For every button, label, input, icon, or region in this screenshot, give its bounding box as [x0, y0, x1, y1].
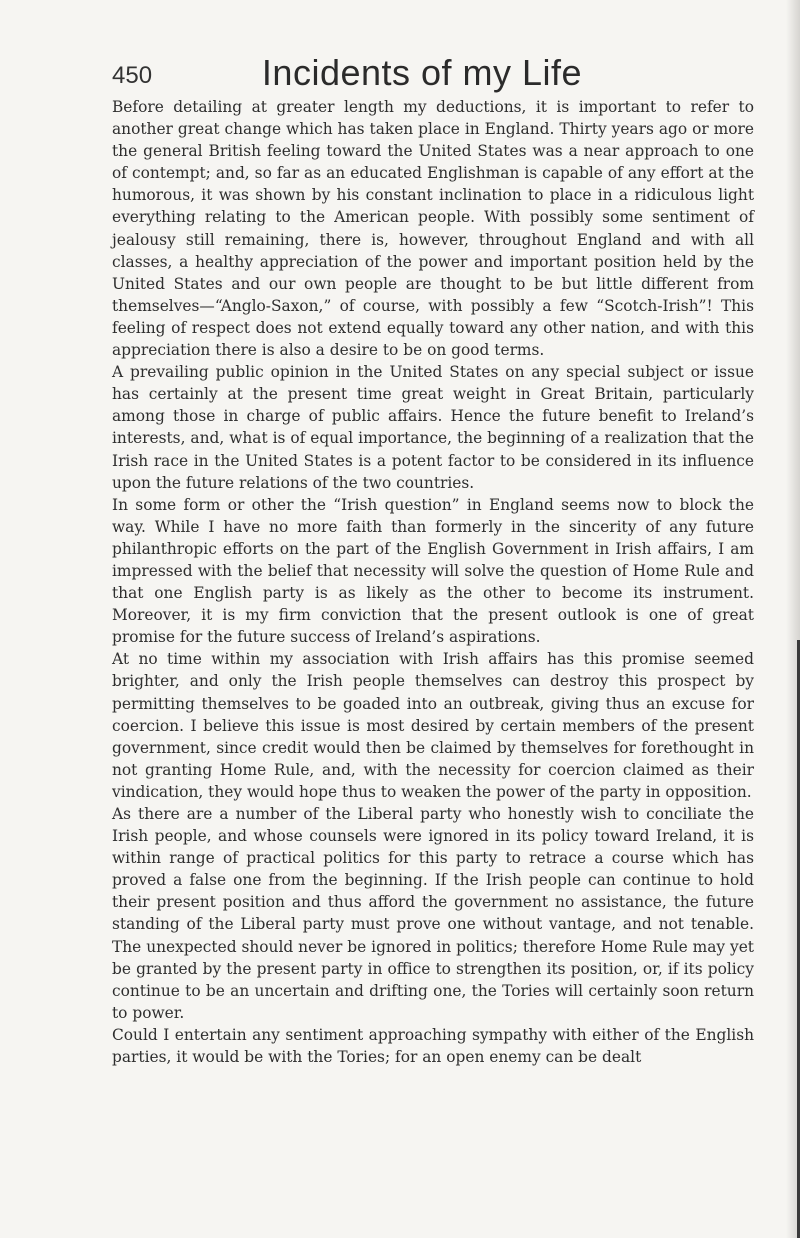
paragraph: In some form or other the “Irish question” in England seems now to block the way. While I have no more faith than formerly in the sincerity of any future philanthropic efforts on the part of the English Government in Irish affairs, I am impressed with the belief that necessity will solve the question of Home Rule and that one English party is as likely as the other to become its instrument. Moreover, it is my firm conviction that the present outlook is one of great promise for the future success of Ireland’s aspirations. — [112, 495, 754, 647]
paragraph: As there are a number of the Liberal party who honestly wish to conciliate the Irish people, and whose counsels were ignored in its policy toward Ireland, it is within range of practical politics for this party to retrace a course which has proved a false one from the beginning. If the Irish people can continue to hold their present position and thus afford the government no assistance, the future standing of the Liberal party must prove one without vantage, and not tenable. The unexpected should never be ignored in politics; therefore Home Rule may yet be granted by the present party in office to strengthen its position, or, if its policy continue to be an uncertain and drifting one, the Tories will certainly soon return to power. — [112, 805, 754, 1022]
paragraph: A prevailing public opinion in the United States on any special subject or issue has certainly at the present time great weight in Great Britain, particularly among those in charge of public affairs. Hence the future benefit to Ireland’s interests, and, what is of equal importance, the beginning of a realization that the Irish race in the United States is a potent factor to be considered in its influence upon the future relations of the two countries. — [112, 363, 754, 492]
body-text — [112, 96, 754, 1068]
paragraph: At no time within my association with Irish affairs has this promise seemed brighter, and only the Irish people themselves can destroy this prospect by permitting themselves to be goaded into an outbreak, giving thus an excuse for coercion. I believe this issue is most desired by certain members of the present government, since credit would then be claimed by themselves for forethought in not granting Home Rule, and, with the necessity for coercion claimed as their vindication, they would hope thus to weaken the power of the party in opposition. — [112, 650, 754, 801]
paragraph: Could I entertain any sentiment approaching sympathy with either of the English parties, it would be with the Tories; for an open enemy can be dealt — [112, 1025, 754, 1067]
paragraph: Before detailing at greater length my deductions, it is important to refer to another great change which has taken place in England. Thirty years ago or more the general British feeling toward the United States was a near approach to one of contempt; and, so far as an educated Englishman is capable of any effort at the humorous, it was shown by his constant inclination to place in a ridiculous light everything relating to the American people. With possibly some sentiment of jealousy still remaining, there is, however, throughout England and with all classes, a healthy appreciation of the power and important position held by the United States and our own people are thought to be but little different from themselves—“Anglo-Saxon,” of course, with possibly a few “Scotch-Irish”! This feeling of respect does not extend equally toward any other nation, and with this appreciation there is also a desire to be on good terms. — [112, 98, 754, 360]
page-header — [112, 50, 732, 94]
page-number: 450 — [112, 62, 153, 89]
running-title: Incidents of my Life — [261, 52, 583, 93]
